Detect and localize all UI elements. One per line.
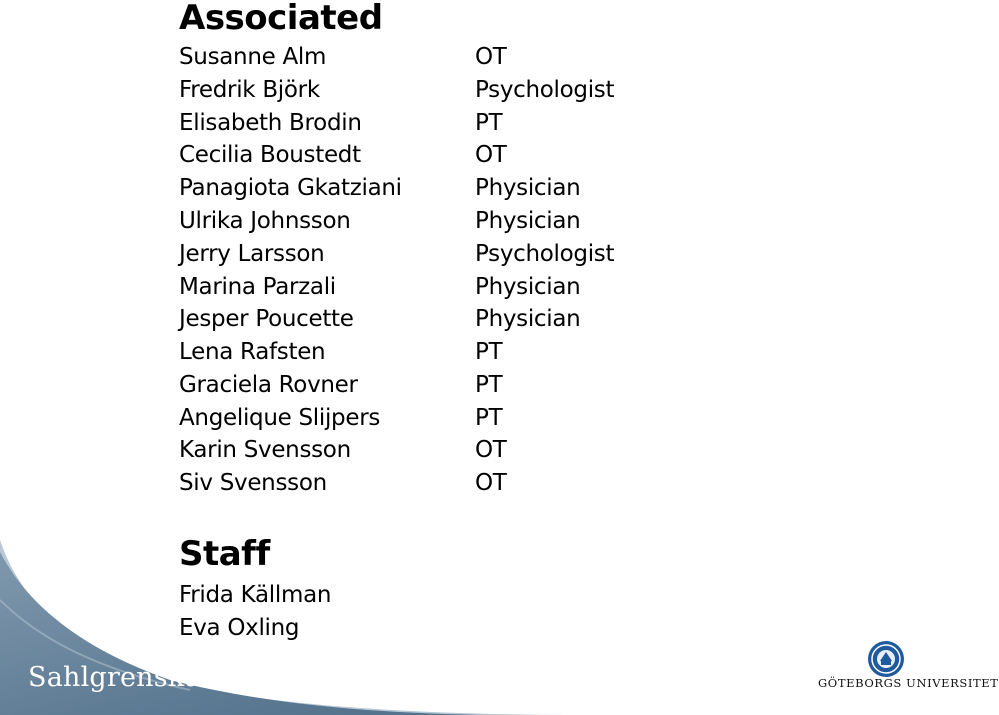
member-role: PT [475,372,503,398]
member-role: OT [475,142,507,168]
member-name: Jesper Poucette [179,306,354,332]
member-name: Angelique Slijpers [179,405,381,431]
member-role: Physician [475,175,581,201]
member-name: Susanne Alm [179,44,327,70]
member-role: Physician [475,274,581,300]
member-name: Fredrik Björk [179,77,320,103]
member-name: Cecilia Boustedt [179,142,361,168]
member-role: Physician [475,208,581,234]
member-name: Marina Parzali [179,274,336,300]
member-name: Elisabeth Brodin [179,110,362,136]
member-name: Siv Svensson [179,470,327,496]
member-role: PT [475,339,503,365]
member-role: OT [475,470,507,496]
member-name: Panagiota Gkatziani [179,175,402,201]
member-name: Graciela Rovner [179,372,358,398]
member-name: Lena Rafsten [179,339,326,365]
member-role: Psychologist [475,241,615,267]
member-role: OT [475,44,507,70]
staff-member-name: Eva Oxling [179,615,300,641]
member-role: OT [475,437,507,463]
staff-heading: Staff [179,534,270,574]
member-name: Jerry Larsson [179,241,325,267]
member-role: PT [475,110,503,136]
sahlgrenska-brand: Sahlgrenska akademin [28,662,345,693]
associated-heading: Associated [179,0,383,38]
member-role: PT [475,405,503,431]
staff-member-name: Frida Källman [179,582,332,608]
member-role: Physician [475,306,581,332]
university-seal-icon [866,639,906,679]
goteborgs-universitet-brand: GÖTEBORGS UNIVERSITET [818,676,999,690]
member-name: Ulrika Johnsson [179,208,351,234]
member-role: Psychologist [475,77,615,103]
member-name: Karin Svensson [179,437,351,463]
